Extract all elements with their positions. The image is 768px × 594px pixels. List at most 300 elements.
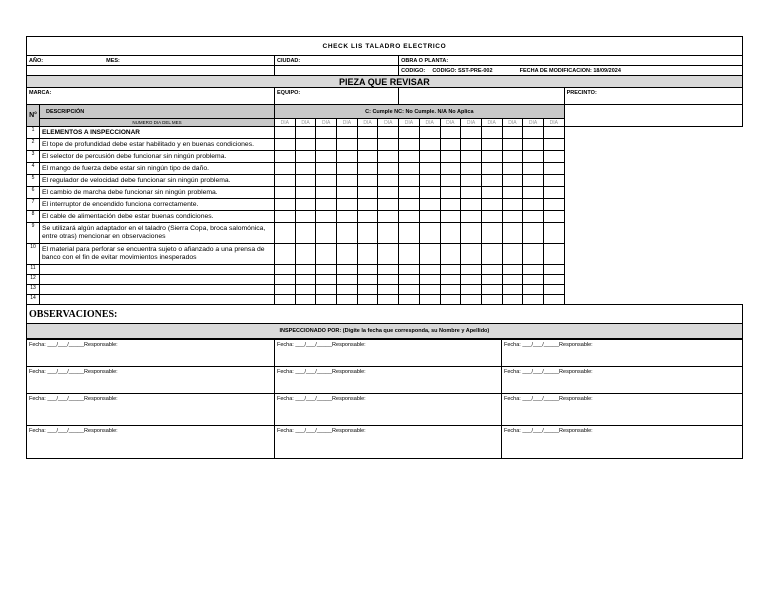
right-blank-area	[564, 105, 742, 127]
check-cell[interactable]	[357, 211, 378, 223]
signature-cell[interactable]	[27, 394, 275, 426]
inspection-item	[40, 295, 275, 305]
signature-cell[interactable]	[275, 426, 502, 459]
check-cell[interactable]	[461, 175, 482, 187]
check-cell[interactable]	[275, 163, 296, 175]
check-cell[interactable]	[419, 295, 440, 305]
check-cell[interactable]	[502, 199, 523, 211]
check-cell[interactable]	[461, 163, 482, 175]
check-cell[interactable]	[523, 151, 544, 163]
check-cell[interactable]	[275, 285, 296, 295]
check-cell[interactable]	[440, 285, 461, 295]
check-cell[interactable]	[502, 139, 523, 151]
check-cell[interactable]	[461, 187, 482, 199]
table-row	[27, 244, 743, 265]
check-cell[interactable]	[357, 139, 378, 151]
signature-cell[interactable]	[502, 367, 743, 394]
table-row	[27, 175, 743, 187]
signature-cell[interactable]	[275, 340, 502, 367]
check-cell[interactable]	[337, 199, 358, 211]
check-cell[interactable]	[399, 244, 420, 265]
check-cell[interactable]	[543, 265, 564, 275]
check-cell[interactable]	[275, 199, 296, 211]
check-cell[interactable]	[399, 223, 420, 244]
check-cell[interactable]	[481, 175, 502, 187]
check-cell[interactable]	[337, 175, 358, 187]
check-cell[interactable]	[316, 275, 337, 285]
equipment-label: EQUIPO:	[275, 88, 399, 105]
day-column-header: DIA	[275, 119, 296, 127]
check-cell[interactable]	[461, 295, 482, 305]
check-cell[interactable]	[357, 295, 378, 305]
row-number: 6	[27, 187, 40, 199]
document-title: CHECK LIS TALADRO ELECTRICO	[27, 37, 743, 56]
check-cell[interactable]	[502, 163, 523, 175]
check-cell[interactable]	[523, 211, 544, 223]
check-cell[interactable]	[481, 211, 502, 223]
check-cell[interactable]	[316, 139, 337, 151]
check-cell[interactable]	[316, 285, 337, 295]
check-cell[interactable]	[378, 199, 399, 211]
check-cell[interactable]	[378, 163, 399, 175]
check-cell[interactable]	[440, 151, 461, 163]
signature-cell[interactable]	[275, 367, 502, 394]
check-cell[interactable]	[502, 244, 523, 265]
check-cell[interactable]	[337, 211, 358, 223]
check-cell[interactable]	[337, 127, 358, 139]
check-cell[interactable]	[316, 265, 337, 275]
inspection-item: El interruptor de encendido funciona correctamente.	[40, 199, 275, 211]
check-cell[interactable]	[295, 244, 316, 265]
blank-header-cell	[27, 66, 275, 76]
check-cell[interactable]	[316, 163, 337, 175]
check-cell[interactable]	[481, 244, 502, 265]
check-cell[interactable]	[440, 275, 461, 285]
inspection-item: El selector de percusión debe funcionar sin ningún problema.	[40, 151, 275, 163]
check-cell[interactable]	[523, 175, 544, 187]
date-label: Fecha: ___/___/_____	[29, 369, 85, 375]
check-cell[interactable]	[419, 175, 440, 187]
row-number: 12	[27, 275, 40, 285]
year-label: AÑO:	[29, 57, 44, 64]
check-cell[interactable]	[399, 211, 420, 223]
check-cell[interactable]	[399, 265, 420, 275]
check-cell[interactable]	[543, 151, 564, 163]
check-cell[interactable]	[378, 275, 399, 285]
check-cell[interactable]	[419, 139, 440, 151]
day-column-header: DIA	[502, 119, 523, 127]
table-row	[27, 285, 743, 295]
check-cell[interactable]	[295, 187, 316, 199]
check-cell[interactable]	[481, 265, 502, 275]
row-number: 7	[27, 199, 40, 211]
row-number: 5	[27, 175, 40, 187]
check-cell[interactable]	[419, 285, 440, 295]
check-cell[interactable]	[461, 139, 482, 151]
check-cell[interactable]	[357, 199, 378, 211]
check-cell[interactable]	[419, 211, 440, 223]
checklist-sheet	[26, 36, 742, 459]
table-row	[27, 127, 743, 139]
code-label: CODIGO:	[401, 67, 426, 74]
check-cell[interactable]	[481, 139, 502, 151]
responsible-label: Responsable:	[332, 369, 366, 375]
check-cell[interactable]	[357, 244, 378, 265]
check-cell[interactable]	[378, 244, 399, 265]
date-label: Fecha: ___/___/_____	[29, 342, 85, 348]
check-cell[interactable]	[357, 223, 378, 244]
check-cell[interactable]	[295, 285, 316, 295]
signature-table	[26, 339, 743, 459]
row-number: 1	[27, 127, 40, 139]
check-cell[interactable]	[440, 223, 461, 244]
check-cell[interactable]	[378, 265, 399, 275]
check-cell[interactable]	[275, 223, 296, 244]
check-cell[interactable]	[378, 223, 399, 244]
check-cell[interactable]	[399, 175, 420, 187]
check-cell[interactable]	[502, 285, 523, 295]
check-cell[interactable]	[378, 175, 399, 187]
signature-cell[interactable]	[27, 426, 275, 459]
day-column-header: DIA	[419, 119, 440, 127]
inspection-item: El material para perforar se encuentra sujeto o afianzado a una prensa de banco con el fin de evitar movimientos inesperados	[40, 244, 275, 265]
modified-date: FECHA DE MODIFICACION: 18/09/2024	[519, 67, 621, 74]
day-column-header: DIA	[461, 119, 482, 127]
equipment-value-cell	[399, 88, 565, 105]
check-cell[interactable]	[543, 127, 564, 139]
check-cell[interactable]	[481, 127, 502, 139]
check-cell[interactable]	[275, 175, 296, 187]
signature-cell[interactable]	[27, 340, 275, 367]
day-column-header: DIA	[399, 119, 420, 127]
row-number: 14	[27, 295, 40, 305]
check-cell[interactable]	[275, 211, 296, 223]
check-cell[interactable]	[461, 244, 482, 265]
row-number: 2	[27, 139, 40, 151]
check-cell[interactable]	[543, 139, 564, 151]
check-cell[interactable]	[399, 275, 420, 285]
check-cell[interactable]	[481, 285, 502, 295]
check-cell[interactable]	[481, 295, 502, 305]
check-cell[interactable]	[337, 163, 358, 175]
day-column-header: DIA	[378, 119, 399, 127]
responsible-label: Responsable:	[84, 428, 118, 434]
check-cell[interactable]	[502, 211, 523, 223]
check-cell[interactable]	[316, 187, 337, 199]
check-cell[interactable]	[502, 127, 523, 139]
check-cell[interactable]	[357, 127, 378, 139]
check-cell[interactable]	[399, 187, 420, 199]
check-cell[interactable]	[502, 295, 523, 305]
check-cell[interactable]	[295, 175, 316, 187]
year-month-cell	[27, 56, 275, 66]
check-cell[interactable]	[523, 285, 544, 295]
check-cell[interactable]	[461, 285, 482, 295]
check-cell[interactable]	[337, 265, 358, 275]
day-column-header: DIA	[523, 119, 544, 127]
table-row	[27, 295, 743, 305]
check-cell[interactable]	[295, 223, 316, 244]
check-cell[interactable]	[378, 139, 399, 151]
number-header: N°	[27, 105, 40, 127]
check-cell[interactable]	[461, 151, 482, 163]
check-cell[interactable]	[357, 275, 378, 285]
table-row	[27, 275, 743, 285]
check-cell[interactable]	[316, 175, 337, 187]
check-cell[interactable]	[461, 223, 482, 244]
check-cell[interactable]	[337, 275, 358, 285]
check-cell[interactable]	[461, 199, 482, 211]
check-cell[interactable]	[337, 295, 358, 305]
check-cell[interactable]	[295, 151, 316, 163]
check-cell[interactable]	[523, 127, 544, 139]
check-cell[interactable]	[295, 211, 316, 223]
day-column-header: DIA	[337, 119, 358, 127]
inspected-by-header: INSPECCIONADO POR: (Digite la fecha que corresponda, su Nombre y Apellido)	[27, 324, 743, 339]
description-header: DESCRIPCIÓN	[40, 105, 275, 119]
check-cell[interactable]	[543, 285, 564, 295]
inspection-item: El cable de alimentación debe estar buenas condiciones.	[40, 211, 275, 223]
signature-cell[interactable]	[275, 394, 502, 426]
check-cell[interactable]	[357, 175, 378, 187]
seal-label: PRECINTO:	[564, 88, 742, 105]
day-column-header: DIA	[440, 119, 461, 127]
signature-row	[27, 394, 743, 426]
inspection-item: El regulador de velocidad debe funcionar sin ningún problema.	[40, 175, 275, 187]
check-cell[interactable]	[481, 163, 502, 175]
check-cell[interactable]	[543, 187, 564, 199]
check-cell[interactable]	[357, 265, 378, 275]
check-cell[interactable]	[378, 127, 399, 139]
check-cell[interactable]	[295, 275, 316, 285]
check-cell[interactable]	[481, 275, 502, 285]
date-label: Fecha: ___/___/_____	[277, 428, 333, 434]
check-cell[interactable]	[378, 211, 399, 223]
check-cell[interactable]	[481, 223, 502, 244]
day-column-header: DIA	[316, 119, 337, 127]
check-cell[interactable]	[275, 127, 296, 139]
check-cell[interactable]	[378, 285, 399, 295]
check-cell[interactable]	[440, 295, 461, 305]
check-cell[interactable]	[337, 139, 358, 151]
responsible-label: Responsable:	[332, 396, 366, 402]
check-cell[interactable]	[378, 187, 399, 199]
row-number: 9	[27, 223, 40, 244]
check-cell[interactable]	[295, 199, 316, 211]
check-cell[interactable]	[399, 285, 420, 295]
check-cell[interactable]	[357, 151, 378, 163]
check-cell[interactable]	[419, 223, 440, 244]
check-cell[interactable]	[378, 151, 399, 163]
signature-row	[27, 426, 743, 459]
check-cell[interactable]	[440, 139, 461, 151]
check-cell[interactable]	[523, 199, 544, 211]
check-cell[interactable]	[502, 187, 523, 199]
table-row	[27, 163, 743, 175]
responsible-label: Responsable:	[84, 396, 118, 402]
check-cell[interactable]	[419, 163, 440, 175]
signature-cell[interactable]	[502, 426, 743, 459]
site-label: OBRA O PLANTA:	[399, 56, 743, 66]
check-cell[interactable]	[543, 223, 564, 244]
check-cell[interactable]	[419, 187, 440, 199]
checklist-table	[26, 36, 743, 339]
city-value-cell	[275, 66, 399, 76]
date-label: Fecha: ___/___/_____	[277, 396, 333, 402]
check-cell[interactable]	[275, 187, 296, 199]
table-row	[27, 265, 743, 275]
check-cell[interactable]	[523, 223, 544, 244]
day-column-header: DIA	[357, 119, 378, 127]
check-cell[interactable]	[419, 244, 440, 265]
check-cell[interactable]	[440, 187, 461, 199]
check-cell[interactable]	[502, 151, 523, 163]
date-label: Fecha: ___/___/_____	[504, 428, 560, 434]
row-number: 3	[27, 151, 40, 163]
row-number: 10	[27, 244, 40, 265]
date-label: Fecha: ___/___/_____	[277, 342, 333, 348]
check-cell[interactable]	[461, 127, 482, 139]
check-cell[interactable]	[502, 275, 523, 285]
check-cell[interactable]	[295, 127, 316, 139]
check-cell[interactable]	[502, 175, 523, 187]
table-row	[27, 139, 743, 151]
row-number: 8	[27, 211, 40, 223]
check-cell[interactable]	[440, 265, 461, 275]
check-cell[interactable]	[461, 211, 482, 223]
check-cell[interactable]	[337, 223, 358, 244]
check-cell[interactable]	[275, 151, 296, 163]
check-cell[interactable]	[440, 175, 461, 187]
month-label: MES:	[106, 57, 120, 64]
check-cell[interactable]	[275, 139, 296, 151]
signature-cell[interactable]	[27, 367, 275, 394]
check-cell[interactable]	[419, 199, 440, 211]
check-cell[interactable]	[440, 199, 461, 211]
check-cell[interactable]	[543, 275, 564, 285]
check-cell[interactable]	[543, 244, 564, 265]
compliance-legend: C: Cumple NC: No Cumple. N/A No Aplica	[275, 105, 565, 119]
inspection-item	[40, 285, 275, 295]
check-cell[interactable]	[295, 265, 316, 275]
check-cell[interactable]	[275, 244, 296, 265]
check-cell[interactable]	[316, 151, 337, 163]
date-label: Fecha: ___/___/_____	[504, 342, 560, 348]
check-cell[interactable]	[275, 265, 296, 275]
inspection-item: El mango de fuerza debe estar sin ningún tipo de daño.	[40, 163, 275, 175]
check-cell[interactable]	[543, 199, 564, 211]
inspection-item	[40, 265, 275, 275]
check-cell[interactable]	[337, 187, 358, 199]
responsible-label: Responsable:	[84, 369, 118, 375]
check-cell[interactable]	[399, 295, 420, 305]
date-label: Fecha: ___/___/_____	[29, 396, 85, 402]
check-cell[interactable]	[275, 275, 296, 285]
check-cell[interactable]	[419, 127, 440, 139]
inspection-item: Se utilizará algún adaptador en el taladro (Sierra Copa, broca salomónica, entre otras) mencionar en observaciones	[40, 223, 275, 244]
check-cell[interactable]	[337, 244, 358, 265]
check-cell[interactable]	[440, 127, 461, 139]
check-cell[interactable]	[440, 163, 461, 175]
inspection-item: El cambio de marcha debe funcionar sin ningún problema.	[40, 187, 275, 199]
check-cell[interactable]	[419, 275, 440, 285]
date-label: Fecha: ___/___/_____	[277, 369, 333, 375]
row-number: 4	[27, 163, 40, 175]
check-cell[interactable]	[543, 295, 564, 305]
check-cell[interactable]	[357, 187, 378, 199]
check-cell[interactable]	[543, 163, 564, 175]
signature-row	[27, 367, 743, 394]
check-cell[interactable]	[316, 223, 337, 244]
check-cell[interactable]	[461, 275, 482, 285]
signature-row	[27, 340, 743, 367]
check-cell[interactable]	[523, 139, 544, 151]
check-cell[interactable]	[399, 127, 420, 139]
responsible-label: Responsable:	[559, 342, 593, 348]
day-column-header: DIA	[481, 119, 502, 127]
check-cell[interactable]	[419, 151, 440, 163]
table-row	[27, 223, 743, 244]
check-cell[interactable]	[316, 211, 337, 223]
check-cell[interactable]	[502, 265, 523, 275]
check-cell[interactable]	[275, 295, 296, 305]
check-cell[interactable]	[543, 175, 564, 187]
table-row	[27, 199, 743, 211]
check-cell[interactable]	[523, 187, 544, 199]
signature-cell[interactable]	[502, 340, 743, 367]
check-cell[interactable]	[295, 295, 316, 305]
check-cell[interactable]	[316, 199, 337, 211]
check-cell[interactable]	[481, 187, 502, 199]
row-number: 13	[27, 285, 40, 295]
check-cell[interactable]	[357, 285, 378, 295]
check-cell[interactable]	[399, 139, 420, 151]
check-cell[interactable]	[543, 211, 564, 223]
check-cell[interactable]	[523, 163, 544, 175]
check-cell[interactable]	[440, 211, 461, 223]
check-cell[interactable]	[337, 151, 358, 163]
table-row	[27, 211, 743, 223]
observations-label: OBSERVACIONES:	[27, 305, 743, 324]
check-cell[interactable]	[295, 139, 316, 151]
check-cell[interactable]	[399, 199, 420, 211]
check-cell[interactable]	[337, 285, 358, 295]
check-cell[interactable]	[523, 265, 544, 275]
check-cell[interactable]	[399, 151, 420, 163]
check-cell[interactable]	[523, 275, 544, 285]
check-cell[interactable]	[481, 199, 502, 211]
check-cell[interactable]	[523, 295, 544, 305]
check-cell[interactable]	[316, 244, 337, 265]
check-cell[interactable]	[481, 151, 502, 163]
check-cell[interactable]	[419, 265, 440, 275]
check-cell[interactable]	[378, 295, 399, 305]
check-cell[interactable]	[316, 127, 337, 139]
inspection-item: El tope de profundidad debe estar habilitado y en buenas condiciones.	[40, 139, 275, 151]
check-cell[interactable]	[440, 244, 461, 265]
check-cell[interactable]	[502, 223, 523, 244]
signature-cell[interactable]	[502, 394, 743, 426]
check-cell[interactable]	[461, 265, 482, 275]
responsible-label: Responsable:	[559, 428, 593, 434]
check-cell[interactable]	[316, 295, 337, 305]
check-cell[interactable]	[357, 163, 378, 175]
date-label: Fecha: ___/___/_____	[29, 428, 85, 434]
responsible-label: Responsable:	[559, 396, 593, 402]
check-cell[interactable]	[523, 244, 544, 265]
check-cell[interactable]	[399, 163, 420, 175]
check-cell[interactable]	[295, 163, 316, 175]
